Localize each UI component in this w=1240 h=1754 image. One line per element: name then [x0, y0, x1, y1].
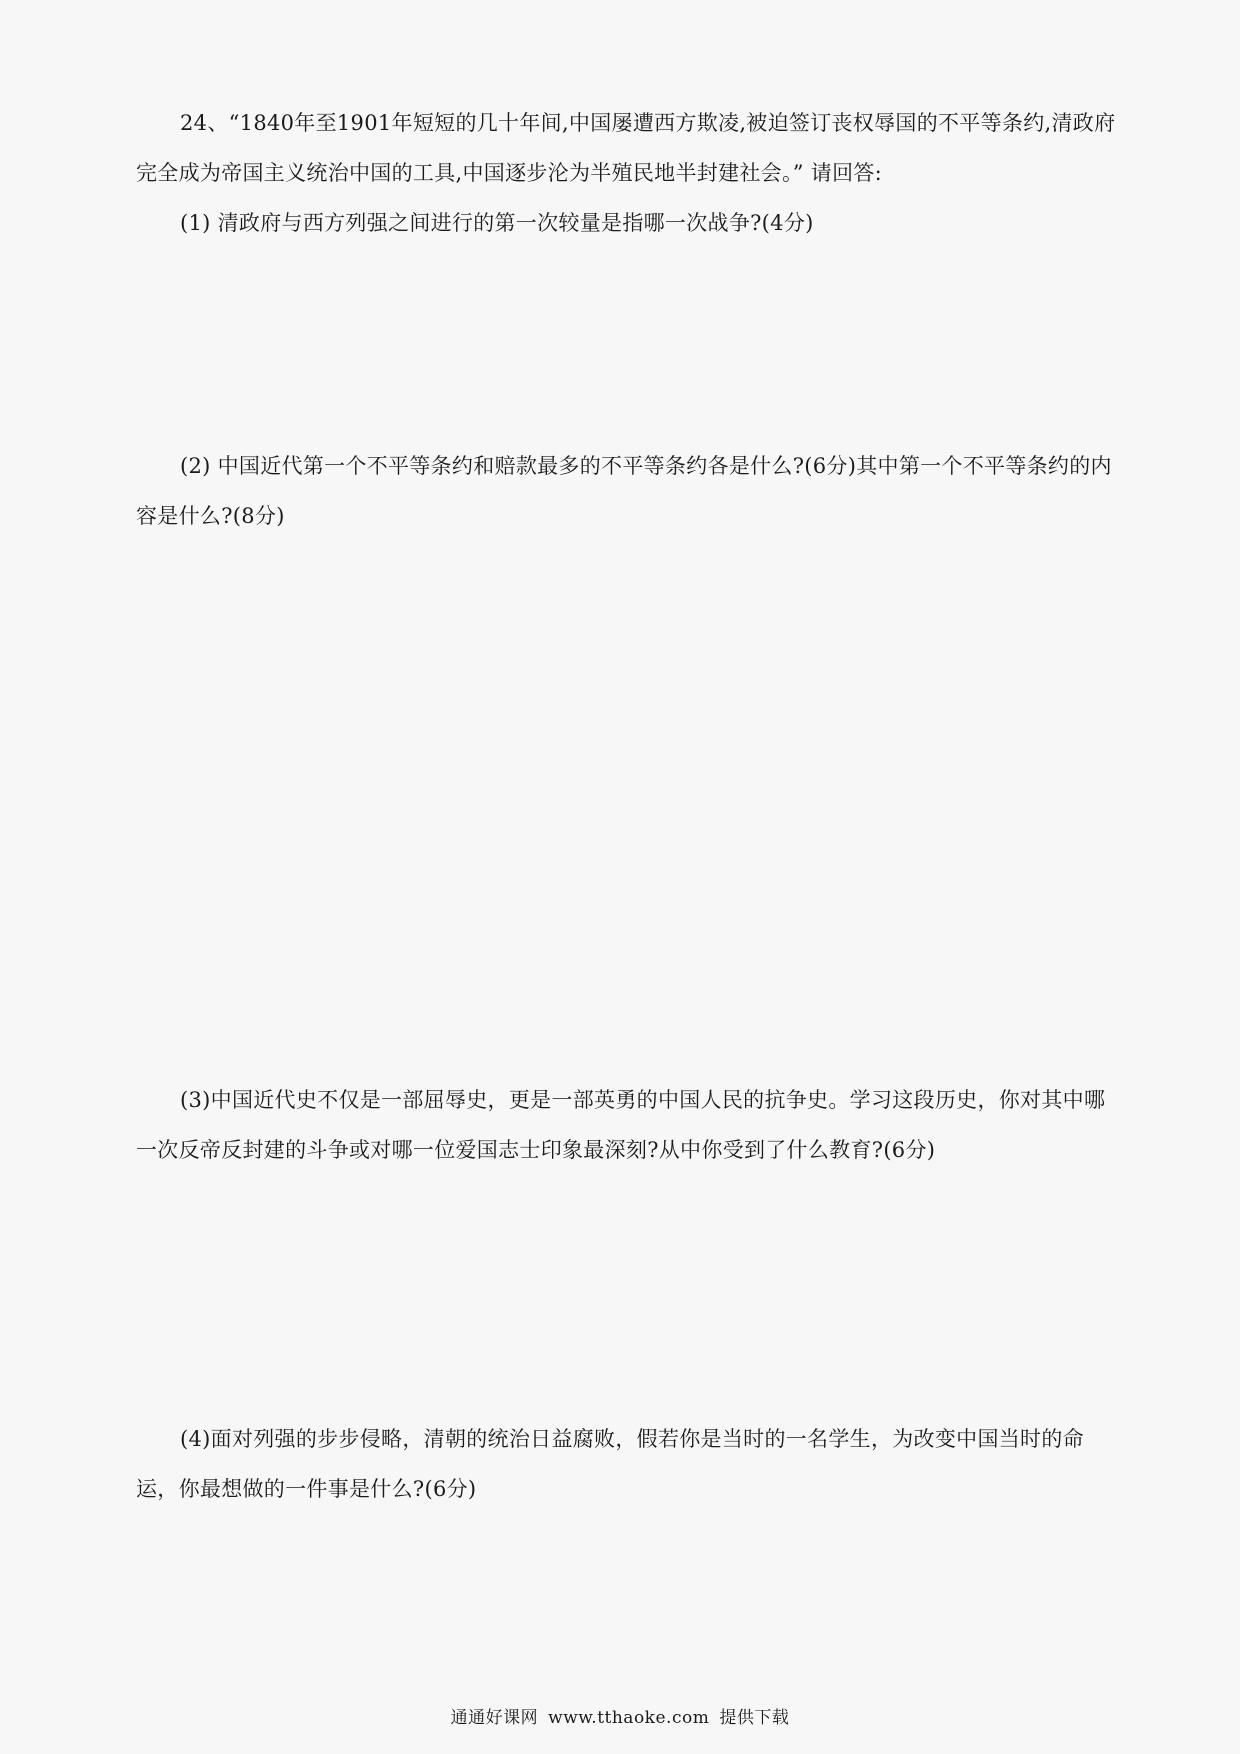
question-stem: 24、“1840年至1901年短短的几十年间,中国屡遭西方欺凌,被迫签订丧权辱国的不平等条约,清政府完全成为帝国主义统治中国的工具,中国逐步沦为半殖民地半封建社会。” 请回答: — [136, 111, 1116, 185]
sub-question-2: (2) 中国近代第一个不平等条约和赔款最多的不平等条约各是什么?(6分)其中第一个不平等条约的内容是什么?(8分) — [136, 454, 1112, 528]
footer-url[interactable]: www.tthaoke.com — [548, 1708, 710, 1728]
page-footer — [0, 1703, 1240, 1728]
footer-site-name: 通通好课网 — [450, 1708, 539, 1728]
sub-question-4: (4)面对列强的步步侵略，清朝的统治日益腐败，假若你是当时的一名学生，为改变中国当时的命运，你最想做的一件事是什么?(6分) — [136, 1427, 1084, 1501]
sub-question-3: (3)中国近代史不仅是一部屈辱史，更是一部英勇的中国人民的抗争史。学习这段历史，你对其中哪一次反帝反封建的斗争或对哪一位爱国志士印象最深刻?从中你受到了什么教育?(6分) — [136, 1088, 1106, 1162]
sub-question-1: (1) 清政府与西方列强之间进行的第一次较量是指哪一次战争?(4分) — [180, 211, 814, 235]
footer-suffix: 提供下载 — [719, 1708, 790, 1728]
